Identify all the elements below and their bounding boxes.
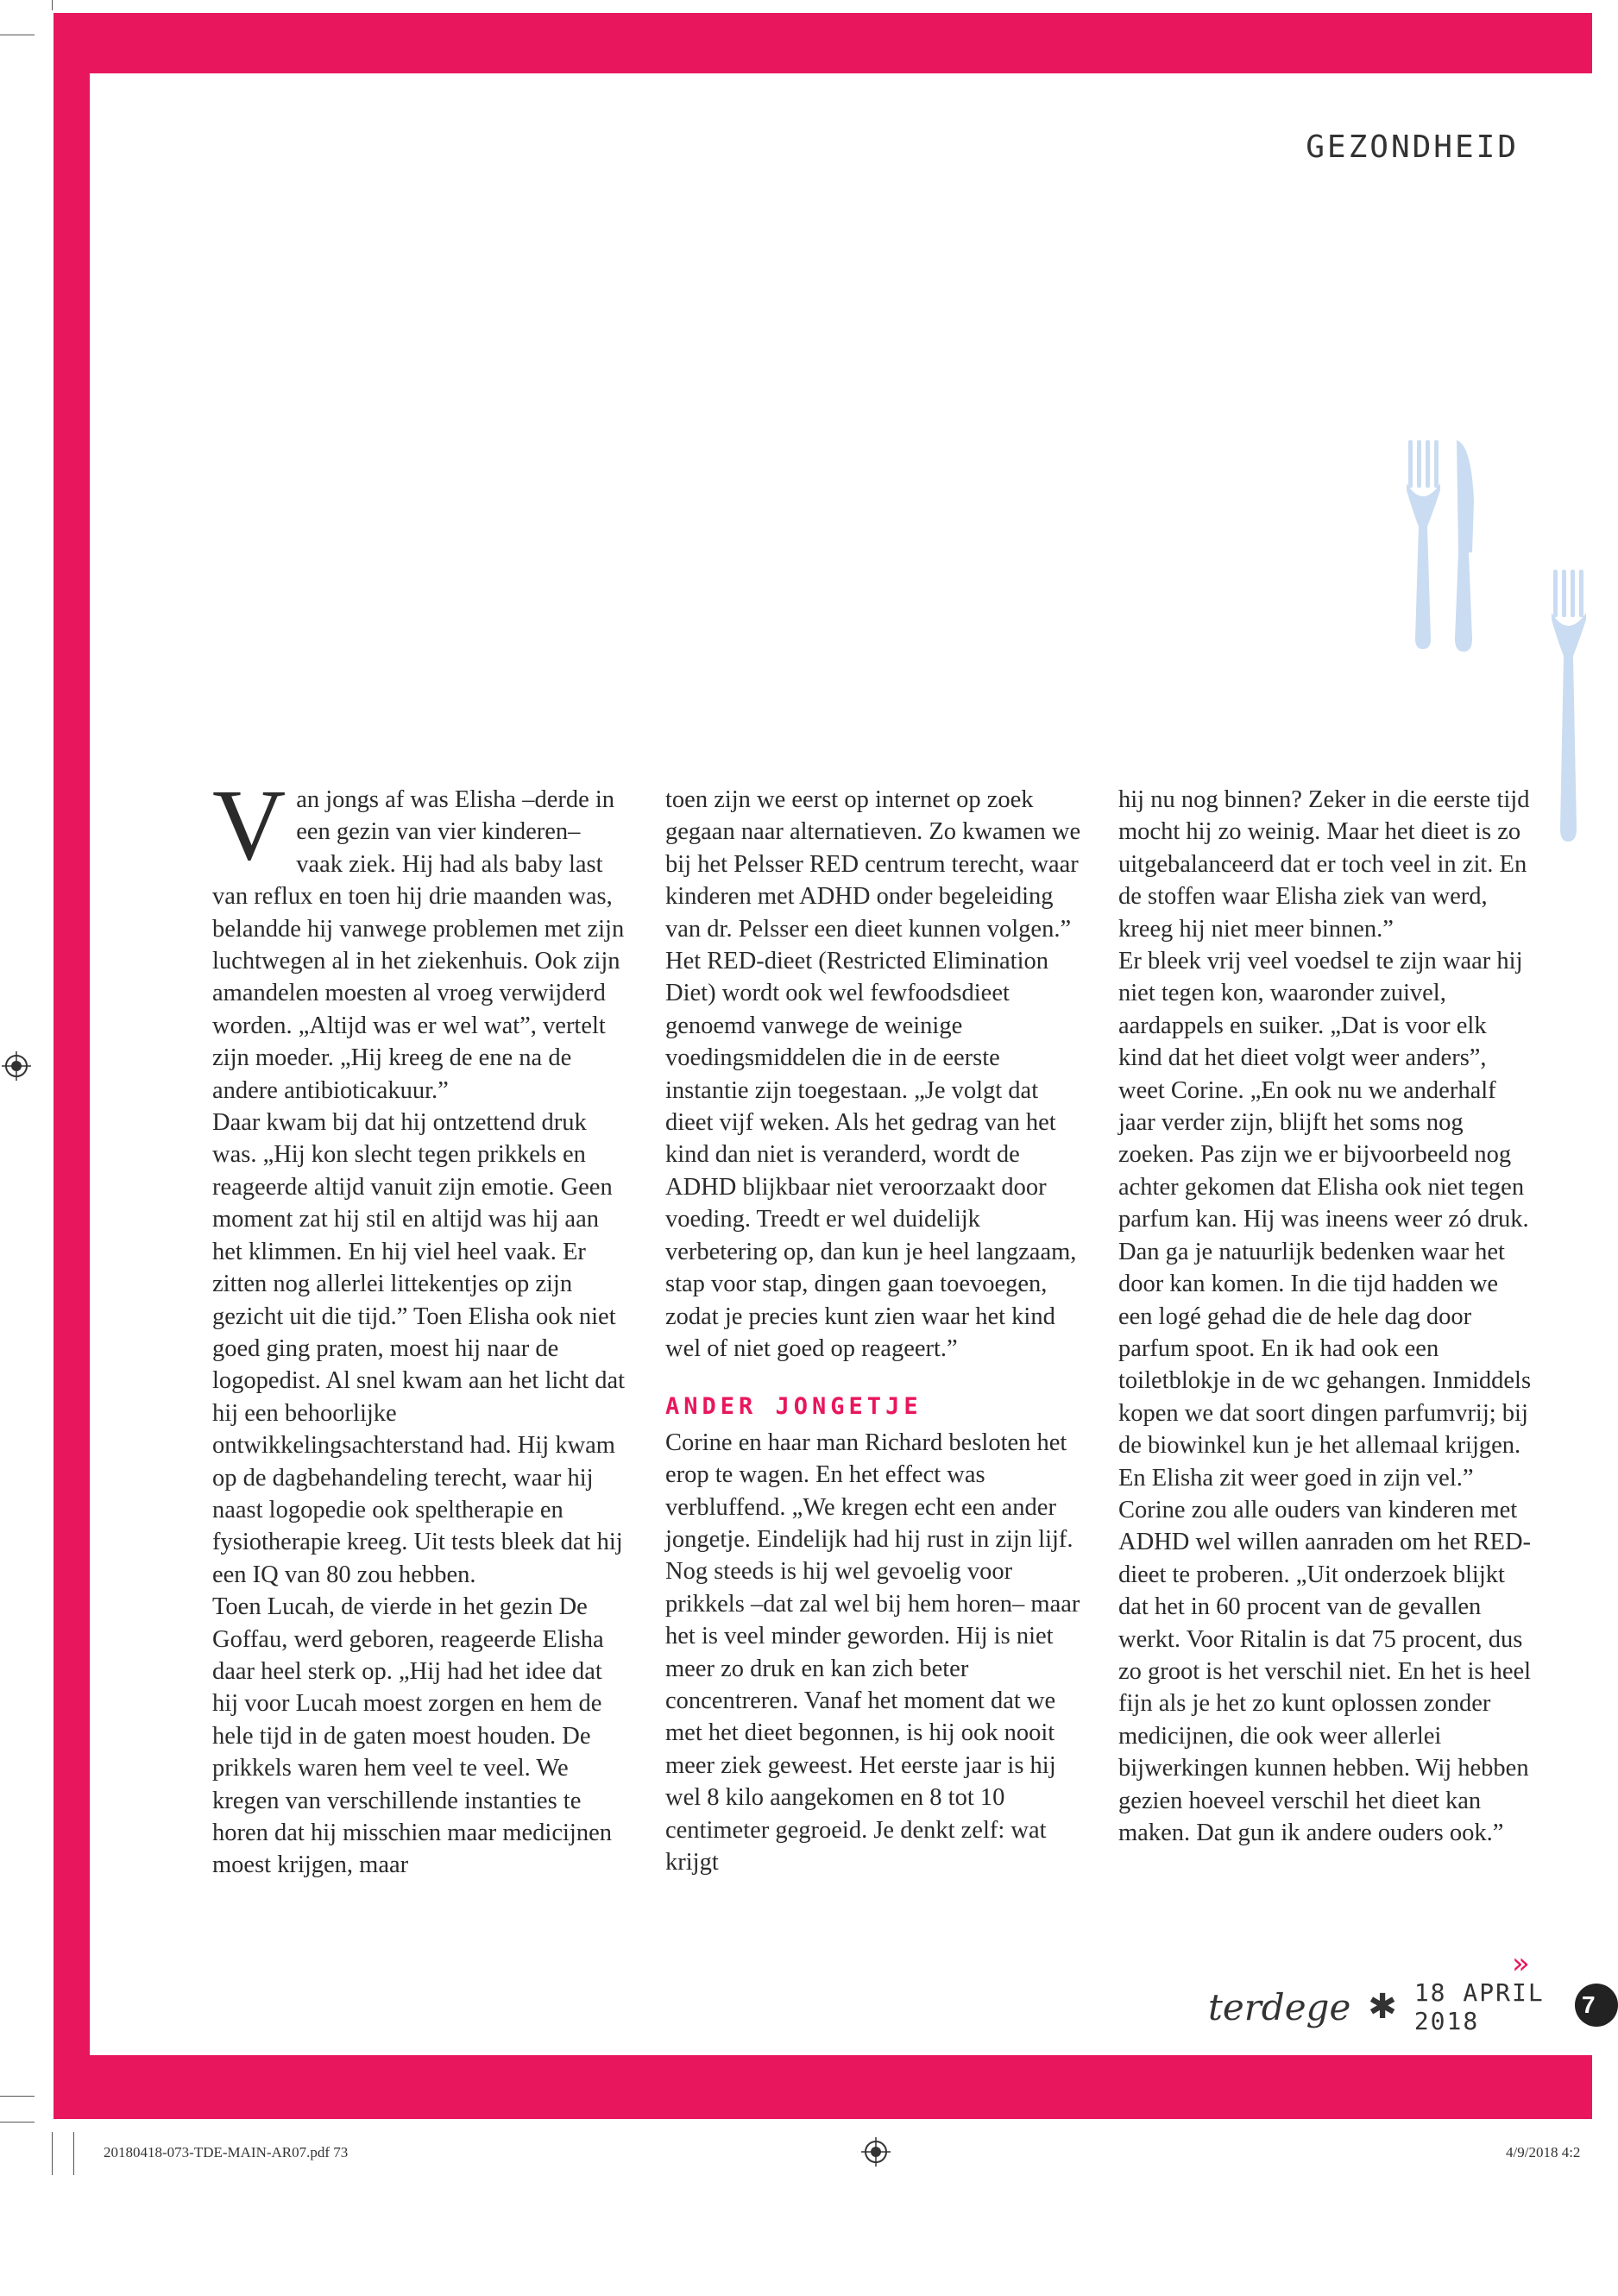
article-paragraph: Toen Lucah, de vierde in het gezin De Goffau, werd geboren, reageerde Elisha daar heel sterk op. „Hij had het idee dat hij voor Lucah moest zorgen en hem de hele tijd in de gaten moest houden. De prikkels waren hem veel te veel. We kregen van verschillende instanties te horen dat hij misschien maar medicijnen moest krijgen, maar xyxy=(212,1593,612,1879)
registration-mark-icon xyxy=(2,1051,31,1081)
crop-mark xyxy=(73,2132,74,2175)
article-paragraph: Corine zou alle ouders van kinderen met ADHD wel willen aanraden om het RED-dieet te proberen. „Uit onderzoek blijkt dat het in 60 procent van de gevallen werkt. Voor Ritalin is dat 75 procent, dus zo groot is het verschil niet. En het is heel fijn als je het zo kunt oplossen zonder medicijnen, die ook weer allerlei bijwerkingen kunnen hebben. Wij hebben gezien hoeveel verschil het dieet kan maken. Dat gun ik andere ouders ook.” xyxy=(1118,1496,1532,1846)
page-frame-left xyxy=(54,13,90,2119)
article-subheading: ANDER JONGETJE xyxy=(665,1393,922,1421)
print-slug-filename: 20180418-073-TDE-MAIN-AR07.pdf 73 xyxy=(104,2144,349,2160)
article-paragraph: Van jongs af was Elisha –derde in een gezin van vier kinderen– vaak ziek. Hij had als baby last van reflux en toen hij drie maanden was, belandde hij vanwege problemen met zijn luchtwegen al in het ziekenhuis. Ook zijn amandelen moesten al vroeg verwijderd worden. „Altijd was er wel wat”, vertelt zijn moeder. „Hij kreeg de ene na de andere antibioticakuur.” xyxy=(212,768,625,1104)
article-paragraph: Het RED-dieet (Restricted Elimination Diet) wordt ook wel fewfoodsdieet genoemd vanwege de weinige voedingsmiddelen die in de eerste instantie zijn toegestaan. „Je volgt dat dieet vijf weken. Als het gedrag van het kind dan niet is veranderd, wordt de ADHD blijkbaar niet veroorzaakt door voeding. Treedt er wel duidelijk verbetering op, dan kun je heel langzaam, stap voor stap, dingen gaan toevoegen, zodat je precies kunt zien waar het kind wel of niet goed op reageert.” xyxy=(665,948,1077,1362)
article-column-2 xyxy=(665,784,1081,1878)
issue-date: 18 APRIL 2018 xyxy=(1413,1978,1545,2035)
article-paragraph: hij nu nog binnen? Zeker in die eerste tijd mocht hij zo weinig. Maar het dieet is zo uitgebalanceerd dat er toch veel in zit. En de stoffen waar Elisha ziek van werd, kreeg hij niet meer binnen.” xyxy=(1118,786,1530,943)
crop-mark xyxy=(0,2096,35,2097)
star-icon: ✱ xyxy=(1368,1987,1397,2027)
page-footer xyxy=(1208,1978,1592,2035)
crop-mark xyxy=(0,2122,35,2123)
article-paragraph: toen zijn we eerst op internet op zoek gegaan naar alternatieven. Zo kwamen we bij het Pelsser RED centrum terecht, waar kinderen met ADHD onder begeleiding van dr. Pelsser een dieet kunnen volgen.” xyxy=(665,786,1081,943)
drop-cap: V xyxy=(212,768,286,881)
article-paragraph: Er bleek vrij veel voedsel te zijn waar hij niet tegen kon, waaronder zuivel, aardappels en suiker. „Dat is voor elk kind dat het dieet volgt weer anders”, weet Corine. „En ook nu we anderhalf jaar verder zijn, blijft het soms nog zoeken. Pas zijn we er bijvoorbeeld nog achter gekomen dat Elisha ook niet tegen parfum kan. Hij was ineens weer zó druk. Dan ga je natuurlijk bedenken waar het door kan komen. In die tijd hadden we een logé gehad die de hele dag door parfum spoot. En ik had ook een toiletblokje in de wc gehangen. Inmiddels kopen we dat soort dingen parfumvrij; bij de biowinkel kun je het allemaal krijgen. En Elisha zit weer goed in zijn vel.” xyxy=(1118,948,1532,1492)
continue-arrow-icon: » xyxy=(1512,1946,1530,1981)
crop-mark xyxy=(52,2132,53,2175)
page-frame-top xyxy=(54,13,1592,73)
magazine-logo: terdege xyxy=(1208,1985,1351,2028)
registration-mark-icon xyxy=(861,2137,891,2167)
crop-mark xyxy=(52,0,53,10)
article-column-1 xyxy=(212,768,628,1882)
print-slug-timestamp: 4/9/2018 4:2 xyxy=(1506,2144,1581,2160)
article-paragraph: Corine en haar man Richard besloten het erop te wagen. En het effect was verbluffend. „We kregen echt een ander jongetje. Eindelijk had hij rust in zijn lijf. Nog steeds is hij wel gevoelig voor prikkels –dat zal wel bij hem horen– maar het is veel minder geworden. Hij is niet meer zo druk en kan zich beter concentreren. Vanaf het moment dat we met het dieet begonnen, is hij ook nooit meer ziek geweest. Het eerste jaar is hij wel 8 kilo aangekomen en 8 tot 10 centimeter gegroeid. Je denkt zelf: wat krijgt xyxy=(665,1429,1080,1876)
page-frame-bottom xyxy=(54,2055,1592,2119)
page-number: 7 xyxy=(1575,1984,1618,2027)
article-column-3 xyxy=(1118,784,1534,1849)
article-paragraph: Daar kwam bij dat hij ontzettend druk was. „Hij kon slecht tegen prikkels en reageerde altijd vanuit zijn emotie. Geen moment zat hij stil en altijd was hij aan het klimmen. En hij viel heel vaak. Er zitten nog allerlei littekentjes op zijn gezicht uit die tijd.” Toen Elisha ook niet goed ging praten, moest hij naar de logopedist. Al snel kwam aan het licht dat hij een behoorlijke ontwikkelingsachterstand had. Hij kwam op de dagbehandeling terecht, waar hij naast logopedie ook speltherapie en fysiotherapie kreeg. Uit tests bleek dat hij een IQ van 80 zou hebben. xyxy=(212,1109,626,1588)
section-label: GEZONDHEID xyxy=(1306,129,1519,165)
